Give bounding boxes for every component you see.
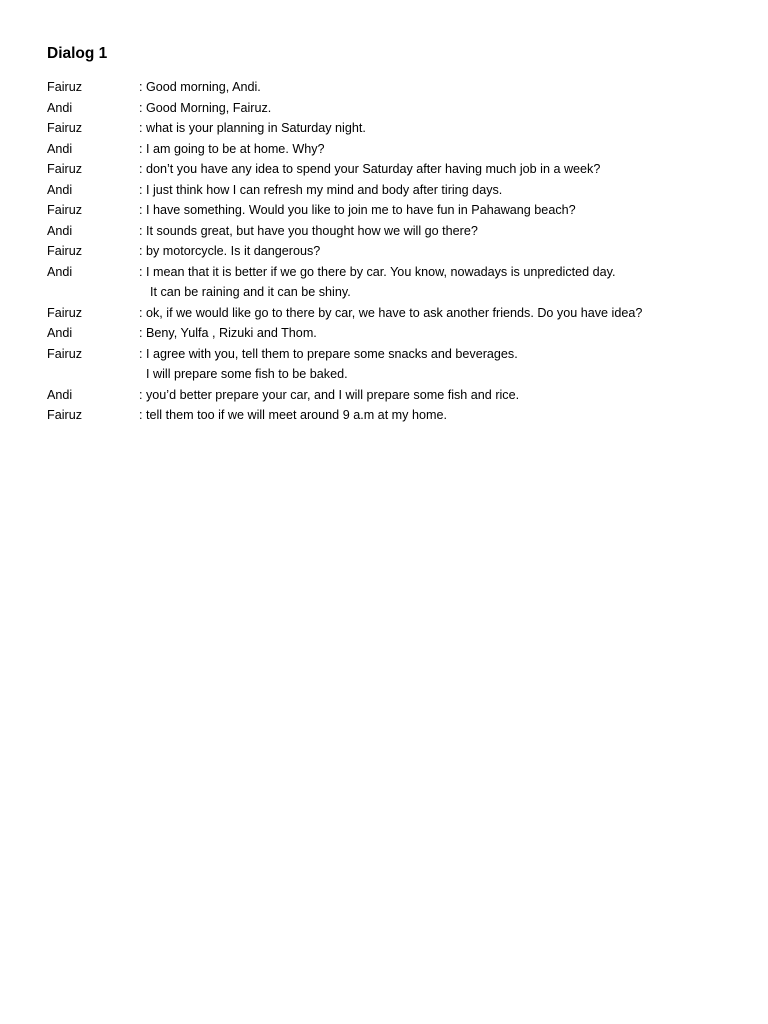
dialog-utterance xyxy=(139,241,737,262)
dialog-speaker: Andi xyxy=(47,326,73,340)
dialog-utterance xyxy=(139,118,737,139)
utterance-text: : I mean that it is better if we go there by car. You know, nowadays is unpredicted day. xyxy=(139,264,616,279)
utterance-text: : tell them too if we will meet around 9 a.m at my home. xyxy=(139,408,447,422)
dialog-utterance xyxy=(139,385,737,406)
dialog-line xyxy=(47,139,737,160)
utterance-text: : ok, if we would like go to there by car, we have to ask another friends. Do you have idea? xyxy=(139,305,643,320)
dialog-line xyxy=(47,323,737,344)
dialog-speaker: Andi xyxy=(47,264,73,279)
dialog-line xyxy=(47,303,737,324)
dialog-line xyxy=(47,118,737,139)
dialog-speaker: Fairuz xyxy=(47,162,82,176)
dialog-speaker: Andi xyxy=(47,141,73,156)
dialog-line xyxy=(47,77,737,98)
utterance-text: : by motorcycle. Is it dangerous? xyxy=(139,244,321,258)
utterance-text: : what is your planning in Saturday night. xyxy=(139,121,366,135)
utterance-text: : you’d better prepare your car, and I will prepare some fish and rice. xyxy=(139,387,520,402)
dialog-speaker: Andi xyxy=(47,387,73,402)
dialog-line xyxy=(47,200,737,221)
dialog-line xyxy=(47,262,737,303)
document-page xyxy=(47,44,737,426)
dialog-utterance xyxy=(139,200,737,221)
dialog-speaker: Fairuz xyxy=(47,244,82,258)
dialog-speaker: Fairuz xyxy=(47,346,82,361)
utterance-text: : It sounds great, but have you thought how we will go there? xyxy=(139,223,478,238)
dialog-speaker: Andi xyxy=(47,223,73,238)
dialog-lines xyxy=(47,77,737,426)
dialog-title: Dialog 1 xyxy=(47,45,108,62)
dialog-speaker: Fairuz xyxy=(47,408,82,422)
dialog-utterance xyxy=(139,139,737,160)
dialog-speaker: Fairuz xyxy=(47,80,82,94)
utterance-text: : Beny, Yulfa , Rizuki and Thom. xyxy=(139,326,317,340)
dialog-utterance xyxy=(139,262,737,303)
dialog-line xyxy=(47,98,737,119)
dialog-speaker: Fairuz xyxy=(47,203,82,217)
dialog-line xyxy=(47,385,737,406)
dialog-line xyxy=(47,405,737,426)
dialog-speaker: Fairuz xyxy=(47,121,82,135)
dialog-line xyxy=(47,159,737,180)
dialog-utterance xyxy=(139,344,737,385)
dialog-utterance xyxy=(139,77,737,98)
utterance-continuation: It can be raining and it can be shiny. xyxy=(150,285,351,299)
dialog-line xyxy=(47,241,737,262)
utterance-text: : Good morning, Andi. xyxy=(139,80,261,94)
utterance-text: : Good Morning, Fairuz. xyxy=(139,100,272,115)
dialog-utterance xyxy=(139,323,737,344)
dialog-utterance xyxy=(139,159,737,180)
dialog-utterance xyxy=(139,303,737,324)
dialog-utterance xyxy=(139,180,737,201)
dialog-line xyxy=(47,221,737,242)
utterance-text: : don’t you have any idea to spend your Saturday after having much job in a week? xyxy=(139,162,601,176)
dialog-utterance xyxy=(139,221,737,242)
dialog-speaker: Andi xyxy=(47,182,73,197)
dialog-utterance xyxy=(139,405,737,426)
utterance-text: : I just think how I can refresh my mind and body after tiring days. xyxy=(139,182,503,197)
dialog-line xyxy=(47,180,737,201)
dialog-line xyxy=(47,344,737,385)
utterance-text: : I agree with you, tell them to prepare some snacks and beverages. xyxy=(139,346,518,361)
dialog-utterance xyxy=(139,98,737,119)
dialog-speaker: Andi xyxy=(47,100,73,115)
dialog-speaker: Fairuz xyxy=(47,305,82,320)
utterance-text: : I am going to be at home. Why? xyxy=(139,141,325,156)
utterance-continuation: I will prepare some fish to be baked. xyxy=(146,367,348,381)
utterance-text: : I have something. Would you like to join me to have fun in Pahawang beach? xyxy=(139,203,576,217)
